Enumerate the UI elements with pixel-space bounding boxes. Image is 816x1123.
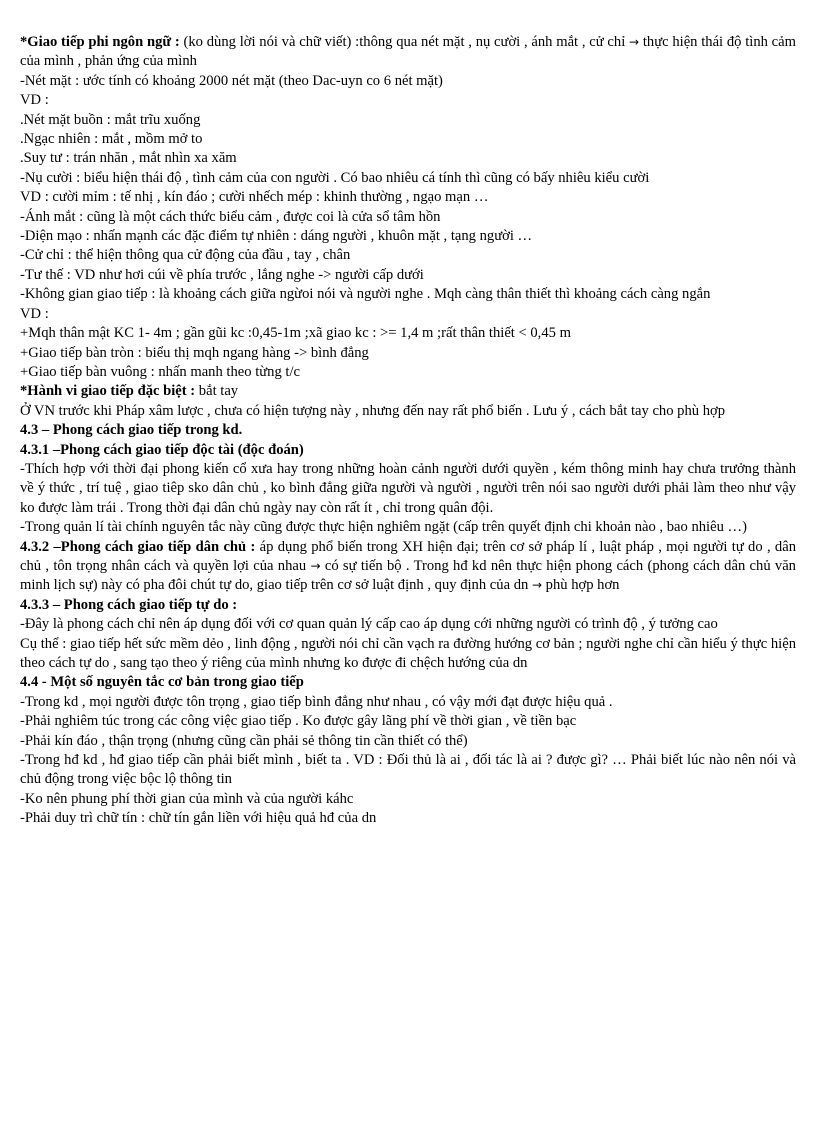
paragraph-nonverbal	[20, 33, 796, 72]
paragraph-free: -Đây là phong cách chỉ nên áp dụng đối với cơ quan quản lý cấp cao áp dụng cới những người có trình độ , ý tưởng cao	[20, 616, 718, 633]
line-principle-6: -Phải duy trì chữ tín : chữ tín gắn liền với hiệu quả hđ của dn	[20, 810, 377, 827]
heading-special: *Hành vi giao tiếp đặc biệt :	[20, 383, 196, 400]
line-smile: -Nụ cười : biểu hiện thái độ , tình cảm của con người . Có bao nhiêu cá tính thì cũng có bấy nhiêu kiểu cười	[20, 169, 650, 186]
text-span: phù hợp hơn	[542, 577, 620, 594]
arrow-right-icon: →	[531, 578, 543, 593]
line-principle-3: -Phải kín đáo , thận trọng (nhưng cũng cần phải sẻ thông tin cần thiết có thể)	[20, 732, 468, 749]
line-principle-1: -Trong kd , mọi người được tôn trọng , giao tiếp bình đẳng như nhau , có vậy mới đạt được hiệu quả .	[20, 693, 613, 710]
text-span: bắt tay	[195, 383, 239, 400]
document-page	[20, 33, 796, 829]
line-vd: VD :	[20, 92, 49, 109]
text-span: thực hiện thái độ tình cảm của mình , phản ứng của mình	[20, 34, 796, 70]
line-facial: -Nét mặt : ước tính có khoảng 2000 nét mặt (theo Dac-uyn co 6 nét mặt)	[20, 72, 443, 89]
heading-nonverbal: *Giao tiếp phi ngôn ngữ :	[20, 34, 180, 50]
heading-4-3-3: 4.3.3 – Phong cách giao tiếp tự do :	[20, 596, 238, 613]
heading-4-3-2: 4.3.2 –Phong cách giao tiếp dân chủ :	[20, 538, 256, 555]
line-surprise: .Ngạc nhiên : mắt , mồm mở to	[20, 131, 203, 148]
heading-4-4: 4.4 - Một số nguyên tắc cơ bản trong giao tiếp	[20, 674, 304, 691]
line-distance: +Mqh thân mật KC 1- 4m ; gần gũi kc :0,45-1m ;xã giao kc : >= 1,4 m ;rất thân thiết < 0,45 m	[20, 325, 571, 342]
text-span: áp dụng phổ biến trong XH hiện đại; trên cơ sở pháp lí , luật pháp , mọi người tự do , dân chủ , tôn trọng nhân cách và quyền lợi của nhau	[20, 538, 796, 574]
line-appearance: -Diện mạo : nhấn mạnh các đặc điểm tự nhiên : dáng người , khuôn mặt , tạng người …	[20, 228, 533, 245]
paragraph-democratic	[20, 538, 796, 596]
line-principle-2: -Phải nghiêm túc trong các công việc giao tiếp . Ko được gây lãng phí về thời gian , về tiền bạc	[20, 713, 577, 730]
heading-4-3: 4.3 – Phong cách giao tiếp trong kd.	[20, 422, 243, 439]
paragraph-autocratic: -Thích hợp với thời đại phong kiến cổ xưa hay trong những hoàn cảnh người dưới quyền , kém thông minh hay chưa trưởng thành về ý thức , trí tuệ , giao tiêp sko dân chủ , ko bình đẳng giữa người và người , người trên nói sao người dưới phải làm theo như vậy ko được làm trái . Trong thời đại dân chủ ngày nay còn rất ít , chỉ trong quân đội.	[20, 460, 796, 516]
arrow-right-icon: →	[310, 558, 321, 573]
line-principle-5: -Ko nên phung phí thời gian của mình và của người káhc	[20, 790, 354, 807]
line-thought: .Suy tư : trán nhăn , mắt nhìn xa xăm	[20, 150, 237, 167]
line-eyes: -Ánh mắt : cũng là một cách thức biểu cảm , được coi là cửa sổ tâm hồn	[20, 208, 441, 225]
line-handshake: Ở VN trước khi Pháp xâm lược , chưa có hiện tượng này , nhưng đến nay rất phổ biến . Lưu ý , cách bắt tay cho phù hợp	[20, 402, 726, 419]
line-smile-vd: VD : cười mỉm : tế nhị , kín đáo ; cười nhếch mép : khinh thường , ngạo mạn …	[20, 189, 489, 206]
line-principle-4: -Trong hđ kd , hđ giao tiếp cần phải biết mình , biết ta . VD : Đối thủ là ai , đối tác là ai ? được gì? … Phải biết lúc nào nên nói và chủ động trong việc bộc lộ thông tin	[20, 752, 796, 788]
paragraph-finance: -Trong quản lí tài chính nguyên tắc này cũng được thực hiện nghiêm ngặt (cấp trên quyết định chi khoản nào , bao nhiêu …)	[20, 519, 747, 536]
text-span: có sự tiến bộ . Trong hđ kd nên thực hiện phong cách (phong cách dân chủ văn minh lịch sự) này có pha đôi chút tự do, giao tiếp trên cơ sở luật định , quy định của dn	[20, 557, 796, 594]
heading-4-3-1: 4.3.1 –Phong cách giao tiếp độc tài (độc đoán)	[20, 441, 304, 458]
line-vd-2: VD :	[20, 305, 49, 322]
line-posture: -Tư thế : VD như hơi cúi về phía trước , lắng nghe -> người cấp dưới	[20, 266, 424, 283]
line-gesture: -Cử chỉ : thể hiện thông qua cử động của đầu , tay , chân	[20, 247, 351, 264]
paragraph-specific: Cụ thể : giao tiếp hết sức mềm dẻo , linh động , người nói chỉ cần vạch ra đường hướng cơ bản ; người nghe chỉ cần hiểu ý thực hiện theo cách tự do , sang tạo theo ý riêng của mình nhưng ko được đi chệch hướng của dn	[20, 635, 796, 671]
arrow-right-icon: →	[629, 35, 640, 49]
line-round-table: +Giao tiếp bàn tròn : biểu thị mqh ngang hàng -> bình đẳng	[20, 344, 369, 361]
paragraph-special	[20, 382, 796, 401]
line-sad: .Nét mặt buồn : mắt trĩu xuống	[20, 111, 201, 128]
line-square-table: +Giao tiếp bàn vuông : nhấn manh theo từng t/c	[20, 363, 300, 380]
text-span: (ko dùng lời nói và chữ viết) :thông qua nét mặt , nụ cười , ánh mắt , cử chỉ	[179, 34, 630, 50]
line-space: -Không gian giao tiếp : là khoảng cách giữa ngừoi nói và người nghe . Mqh càng thân thiết thì khoảng cách càng ngắn	[20, 286, 711, 303]
